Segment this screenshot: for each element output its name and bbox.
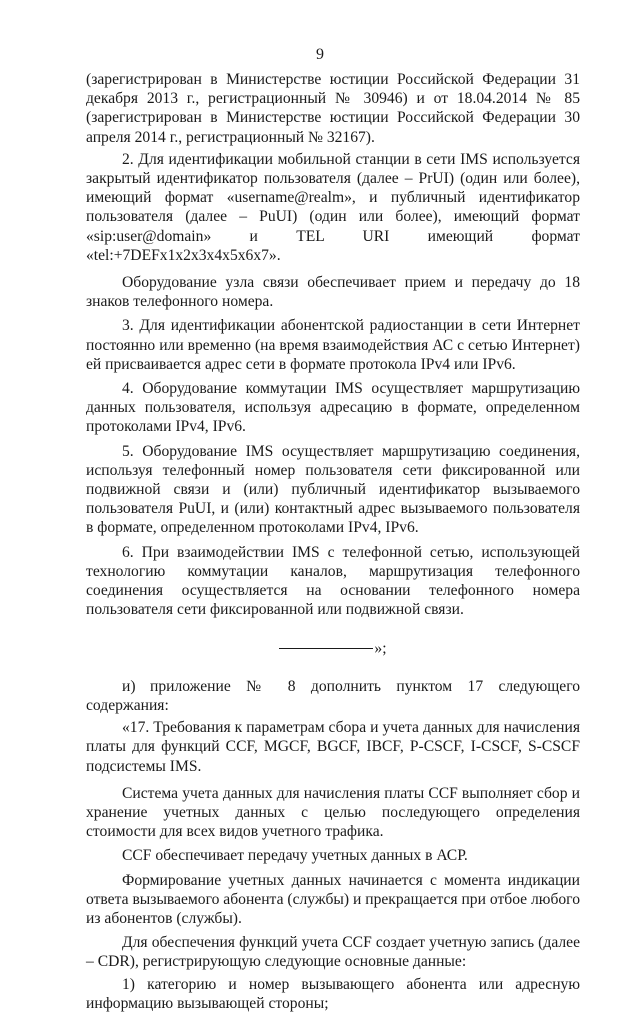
document-body bbox=[86, 70, 580, 1013]
page-number: 9 bbox=[316, 46, 324, 63]
item-i-label: и) bbox=[122, 677, 136, 695]
paragraph-item-4: 4. Оборудование коммутации IMS осуществляет маршрутизацию данных пользователя, используя адресацию в формате, определенном протоколами IPv4, IPv6. bbox=[86, 380, 580, 436]
paragraph-number-length: Оборудование узла связи обеспечивает прием и передачу до 18 знаков телефонного номера. bbox=[86, 274, 580, 311]
paragraph-item-3: 3. Для идентификации абонентской радиостанции в сети Интернет постоянно или временно (на время взаимодействия АС с сетью Интернет) ей присваивается адрес сети в формате протокола IPv4 или IPv6. bbox=[86, 317, 580, 373]
closing-quote: »; bbox=[374, 640, 387, 658]
paragraph-item-17-title: «17. Требования к параметрам сбора и учета данных для начисления платы для функций CCF, MGCF, BGCF, IBCF, P-CSCF, I-CSCF, S-CSCF подсистемы IMS. bbox=[86, 719, 580, 775]
paragraph-cdr-item-1: 1) категорию и номер вызывающего абонента или адресную информацию вызывающей стороны; bbox=[86, 975, 580, 1012]
closing-underline bbox=[279, 648, 373, 649]
item-i bbox=[86, 677, 580, 715]
paragraph-ccf-transfer: CCF обеспечивает передачу учетных данных в АСР. bbox=[122, 847, 468, 865]
paragraph-ccf-collection: Система учета данных для начисления платы CCF выполняет сбор и хранение учетных данных с целью последующего определения стоимости для всех видов учетного трафика. bbox=[86, 784, 580, 841]
paragraph-registration-continuation: (зарегистрирован в Министерстве юстиции Российской Федерации 31 декабря 2013 г., регистрационный № 30946) и от 18.04.2014 № 85 (зарегистрирован в Министерстве юстиции Российской Федерации 30 апреля 2014 г., регистрационный № 32167). bbox=[86, 71, 580, 146]
paragraph-item-5: 5. Оборудование IMS осуществляет маршрутизацию соединения, используя телефонный номер пользователя сети фиксированной или подвижной связи и (или) публичный идентификатор вызываемого пользователя PuUI, и (или) контактный адрес вызываемого пользователя в формате, определенном протоколами IPv4, IPv6. bbox=[86, 442, 580, 537]
item-i-text: приложение № 8 дополнить пунктом 17 следующего содержания: bbox=[86, 677, 580, 714]
paragraph-item-6: 6. При взаимодействии IMS с телефонной сетью, использующей технологию коммутации каналов, маршрутизация телефонного соединения осуществляется на основании телефонного номера пользователя сети фиксированной или подвижной связи. bbox=[86, 543, 580, 619]
closing-mark bbox=[86, 639, 580, 658]
paragraph-record-formation: Формирование учетных данных начинается с момента индикации ответа вызываемого абонента (службы) и прекращается при отбое любого из абонентов (службы). bbox=[86, 871, 580, 927]
paragraph-item-2: 2. Для идентификации мобильной станции в сети IMS используется закрытый идентификатор пользователя (далее – PrUI) (один или более), имеющий формат «username@realm», и публичный идентификатор пользователя (далее – PuUI) (один или более), имеющий формат «sip:user@domain» и TEL URI имеющий формат «tel:+7DEFx1x2x3x4x5x6x7». bbox=[86, 150, 580, 264]
paragraph-cdr: Для обеспечения функций учета CCF создает учетную запись (далее – CDR), регистрирующую следующие основные данные: bbox=[86, 934, 580, 971]
